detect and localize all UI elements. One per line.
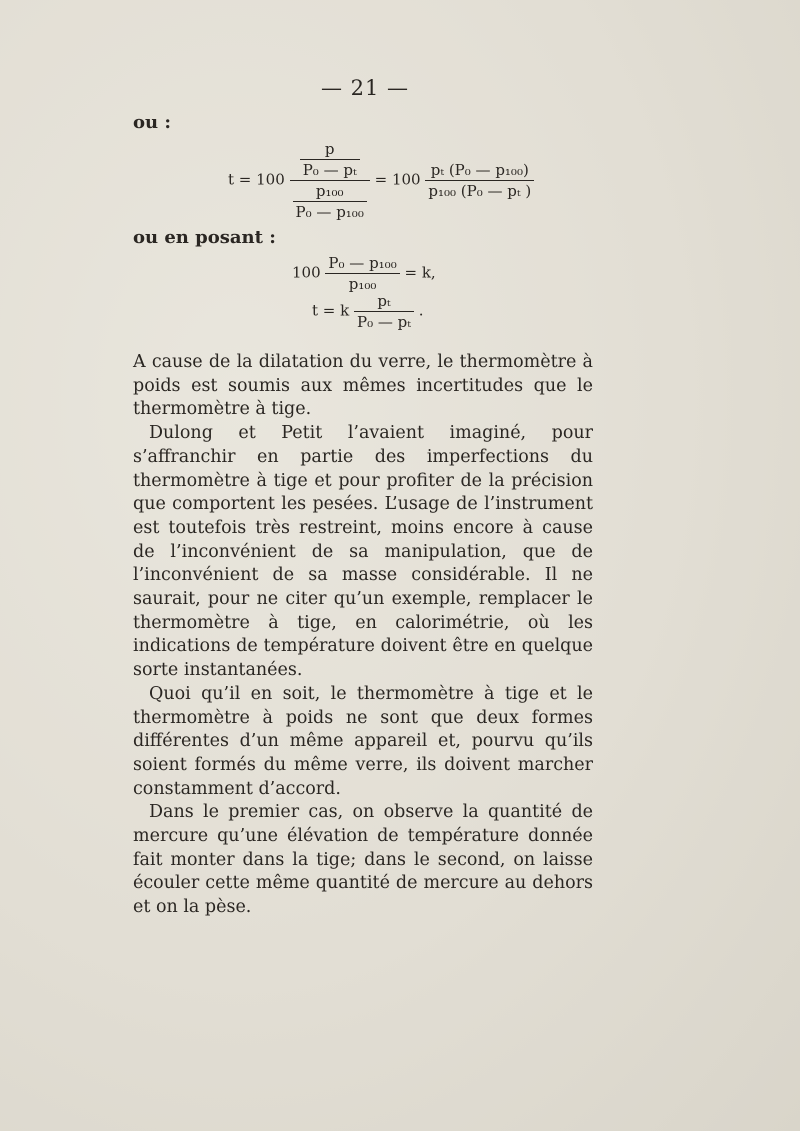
paragraph-1: A cause de la dilatation du verre, le thermomètre à poids est soumis aux mêmes incertitudes que le thermomètre à tige. <box>133 352 593 420</box>
paragraph-2: Dulong et Petit l’avaient imaginé, pour s’affranchir en partie des imperfections du thermomètre à tige et pour profiter de la précision que comportent les pesées. L’usage de l’instrument est toutefois très restreint, moins encore à cause de l’inconvénient de sa manipulation, que de l’inconvénient de sa masse considérable. Il ne saurait, pour ne citer qu’un exemple, remplacer le thermomètre à tige, en calorimétrie, où les indications de température doivent être en quelque sorte instantanées. <box>133 423 593 681</box>
formula-1-equals: = 100 <box>374 170 421 189</box>
formula-3 <box>312 292 424 331</box>
formula-3-lhs: t = k <box>312 301 350 320</box>
paragraph-3: Quoi qu’il en soit, le thermomètre à tige et le thermomètre à poids ne sont que deux formes différentes d’un même appareil et, pourvu qu’ils soient formés du même verre, ils doivent marcher constamment d’accord. <box>133 683 593 799</box>
formula-2 <box>292 254 436 293</box>
formula-1-lhs: t = 100 <box>228 170 285 189</box>
formula-3-num: pₜ <box>354 292 414 312</box>
formula-1-inner-num-den: P₀ — pₜ <box>302 161 357 179</box>
formula-3-den: P₀ — pₜ <box>357 313 411 331</box>
body-text <box>133 351 593 920</box>
formula-1-compound-fraction <box>290 140 370 221</box>
formula-1 <box>228 140 534 221</box>
formula-2-num: P₀ — p₁₀₀ <box>325 254 399 274</box>
label-ou: ou : <box>133 112 172 133</box>
formula-1-rhs-fraction <box>425 161 534 200</box>
formula-2-den: p₁₀₀ <box>348 275 377 293</box>
paragraph-4: Dans le premier cas, on observe la quantité de mercure qu’une élévation de température donnée fait monter dans la tige; dans le second, on laisse écouler cette même quantité de mercure au dehors et on la pèse. <box>133 802 593 918</box>
page-number: — 21 — <box>320 76 410 100</box>
formula-1-inner-num-num: p <box>300 140 360 160</box>
formula-1-inner-den-num: p₁₀₀ <box>293 182 367 202</box>
formula-2-rhs: = k, <box>404 263 436 282</box>
formula-1-rhs-num: pₜ (P₀ — p₁₀₀) <box>425 161 534 181</box>
formula-3-end: . <box>418 301 424 320</box>
label-ou-en-posant: ou en posant : <box>133 227 276 248</box>
formula-1-rhs-den: p₁₀₀ (P₀ — pₜ ) <box>428 182 532 200</box>
formula-1-inner-den-den: P₀ — p₁₀₀ <box>295 203 364 221</box>
formula-2-lhs: 100 <box>292 263 321 282</box>
